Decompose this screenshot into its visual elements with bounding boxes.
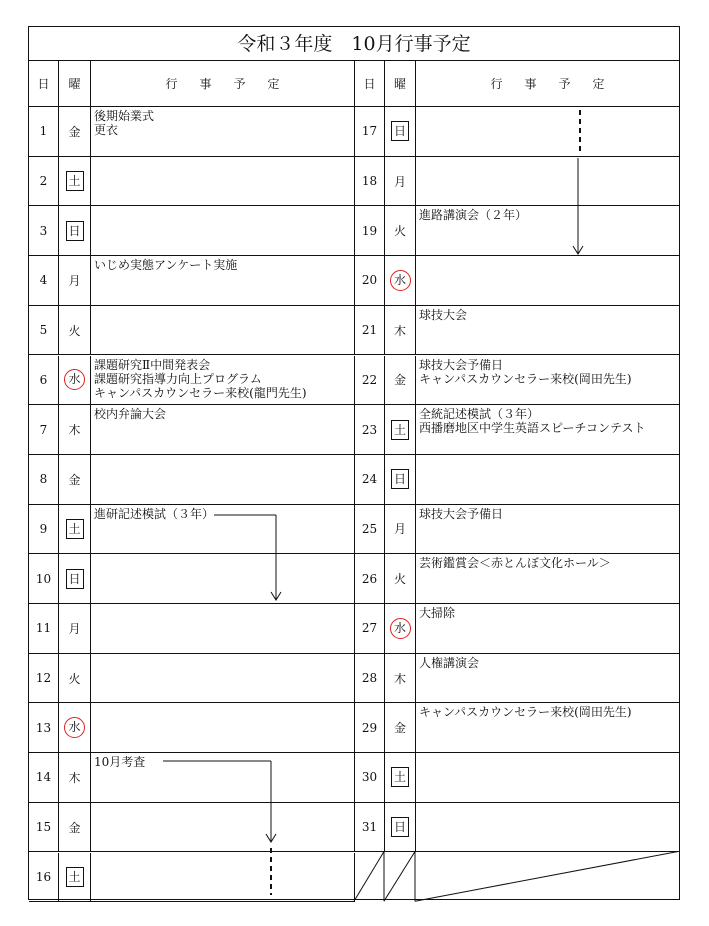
day-number: 22 <box>361 372 378 387</box>
day-number: 5 <box>39 323 48 338</box>
event-line: キャンパスカウンセラー来校(岡田先生) <box>419 705 632 720</box>
day-number: 27 <box>361 621 378 636</box>
weekday-label: 水 <box>64 717 85 738</box>
day-number: 17 <box>361 124 378 139</box>
day-number: 7 <box>39 422 48 437</box>
weekday-label: 木 <box>393 671 406 686</box>
day-number: 12 <box>35 671 52 686</box>
weekday-label: 火 <box>68 671 81 686</box>
weekday-label: 水 <box>64 369 85 390</box>
weekday-label: 土 <box>66 519 84 539</box>
weekday-label: 月 <box>68 621 81 636</box>
day-number: 20 <box>361 273 378 288</box>
weekday-label: 月 <box>393 522 406 537</box>
day-number: 14 <box>35 770 52 785</box>
day-number: 19 <box>361 223 378 238</box>
event-line: 大掃除 <box>419 606 456 620</box>
diagonal-strike <box>354 852 384 902</box>
weekday-label: 日 <box>391 469 409 489</box>
event-line: 芸術鑑賞会＜赤とんぼ文化ホール＞ <box>419 556 611 571</box>
page-title: 令和３年度 10月行事予定 <box>29 27 679 61</box>
weekday-label: 日 <box>66 221 84 241</box>
day-number: 25 <box>361 521 378 536</box>
event-line: 西播磨地区中学生英語スピーチコンテスト <box>419 421 646 436</box>
weekday-label: 土 <box>66 867 84 887</box>
header-weekday-r: 曜 <box>385 61 416 107</box>
event-line: 後期始業式 <box>94 109 155 123</box>
header-day-r: 日 <box>355 61 385 107</box>
event-line: 進研記述模試（３年） <box>94 506 215 521</box>
weekday-label: 水 <box>390 618 411 639</box>
weekday-label: 木 <box>68 423 81 438</box>
day-number: 9 <box>39 521 48 536</box>
header-events-r: 行事予定 <box>416 61 679 107</box>
event-line: 進路講演会（２年） <box>419 208 528 223</box>
event-line: 全統記述模試（３年） <box>419 407 540 422</box>
weekday-label: 日 <box>391 121 409 141</box>
weekday-label: 金 <box>68 124 81 139</box>
day-number: 15 <box>35 820 52 835</box>
day-number: 26 <box>361 571 378 586</box>
day-number: 10 <box>35 571 52 586</box>
weekday-label: 土 <box>391 767 409 787</box>
day-number: 16 <box>35 869 52 884</box>
day-number: 2 <box>39 174 48 189</box>
weekday-label: 日 <box>66 569 84 589</box>
day-number: 23 <box>361 422 378 437</box>
day-number: 1 <box>39 124 48 139</box>
day-number: 4 <box>39 273 48 288</box>
day-number: 31 <box>361 820 378 835</box>
event-line: 人権講演会 <box>419 655 480 670</box>
weekday-label: 火 <box>393 224 406 239</box>
event-line: 課題研究Ⅱ中間発表会 <box>94 357 211 372</box>
weekday-label: 月 <box>68 273 81 288</box>
day-number: 11 <box>35 621 52 636</box>
weekday-label: 金 <box>68 472 81 487</box>
day-number: 6 <box>39 372 48 387</box>
event-line: 球技大会 <box>419 307 468 322</box>
weekday-label: 金 <box>393 373 406 388</box>
day-number: 18 <box>361 174 378 189</box>
event-line: 球技大会予備日 <box>419 506 504 521</box>
weekday-label: 金 <box>393 721 406 736</box>
header-weekday-l: 曜 <box>59 61 91 107</box>
day-number: 24 <box>361 472 378 487</box>
day-number: 21 <box>361 323 378 338</box>
weekday-label: 金 <box>68 820 81 835</box>
day-number: 13 <box>35 720 52 735</box>
weekday-label: 火 <box>68 323 81 338</box>
weekday-label: 火 <box>393 572 406 587</box>
diagonal-strike <box>384 852 415 902</box>
weekday-label: 水 <box>390 270 411 291</box>
weekday-label: 月 <box>393 174 406 189</box>
event-line: いじめ実態アンケート実施 <box>94 258 238 273</box>
weekday-label: 日 <box>391 817 409 837</box>
day-number: 28 <box>361 671 378 686</box>
day-number: 29 <box>361 720 378 735</box>
event-line: キャンパスカウンセラー来校(龍門先生) <box>94 385 307 400</box>
diagonal-strike <box>415 852 678 902</box>
event-line: 課題研究指導力向上プログラム <box>94 371 262 386</box>
event-line: 球技大会予備日 <box>419 357 504 372</box>
event-line: 更衣 <box>94 123 119 137</box>
event-line: 10月考査 <box>94 755 146 770</box>
weekday-label: 土 <box>66 171 84 191</box>
weekday-label: 土 <box>391 420 409 440</box>
day-number: 3 <box>39 223 48 238</box>
header-day-l: 日 <box>29 61 59 107</box>
weekday-label: 木 <box>68 770 81 785</box>
day-number: 30 <box>361 770 378 785</box>
weekday-label: 木 <box>393 323 406 338</box>
event-line: キャンパスカウンセラー来校(岡田先生) <box>419 371 632 386</box>
event-line: 校内弁論大会 <box>94 407 167 422</box>
header-events-l: 行事予定 <box>91 61 355 107</box>
day-number: 8 <box>39 472 48 487</box>
